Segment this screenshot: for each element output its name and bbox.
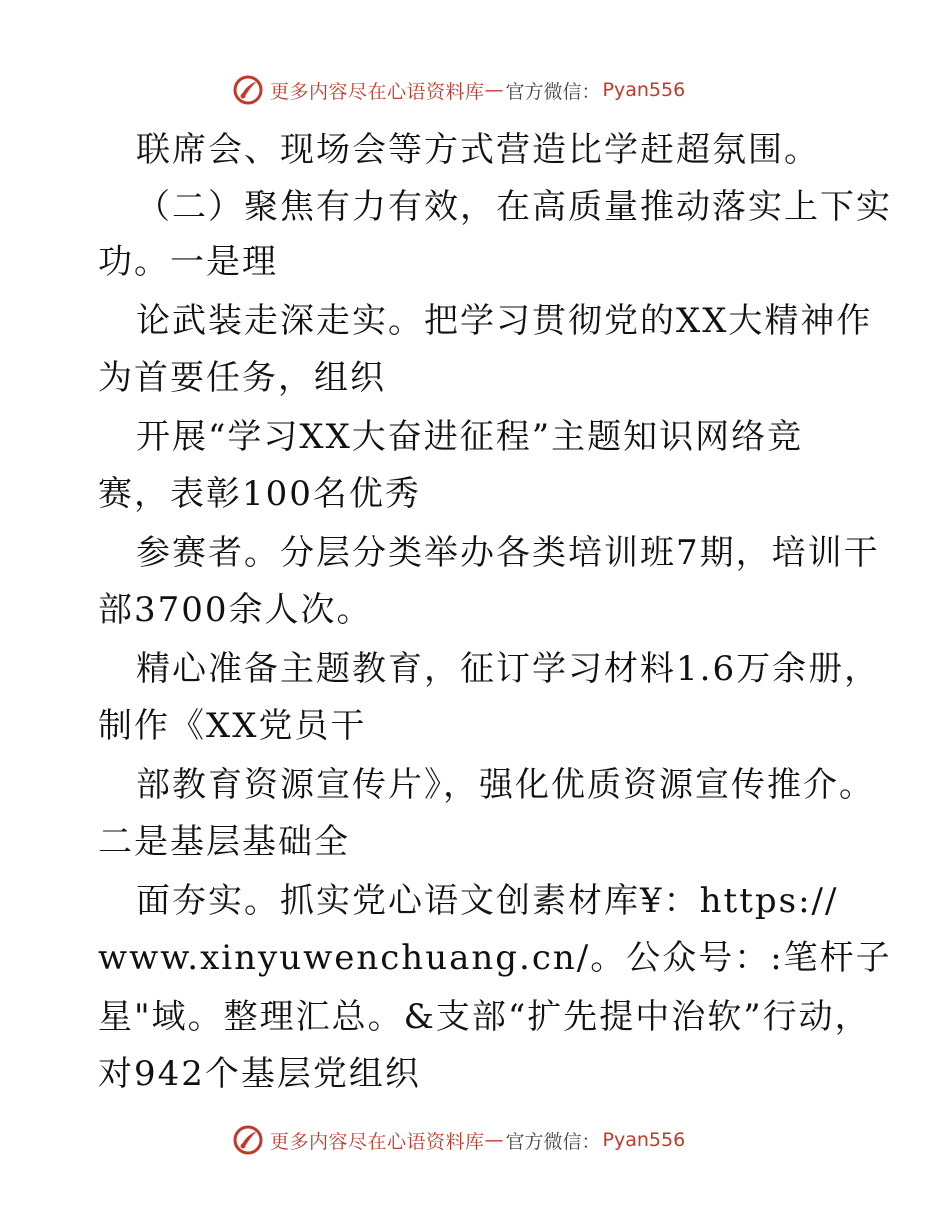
banner-separator: — [484,1129,504,1151]
header-watermark-banner [232,72,752,108]
banner-separator: — [484,79,504,101]
banner-wechat-id: Pyan556 [602,1129,686,1151]
brush-seal-icon [232,1124,264,1156]
body-line: 联席会、现场会等方式营造比学赶超氛围。 [136,130,820,170]
brush-seal-icon [232,74,264,106]
body-line: 功。一是理 [98,242,278,282]
body-line: 参赛者。分层分类举办各类培训班7期，培训干 [136,533,880,573]
body-line: 赛，表彰100名优秀 [98,474,421,514]
body-line: 开展“学习XX大奋进征程”主题知识网络竞 [136,417,804,457]
banner-wechat-label: 官方微信： [505,1130,601,1153]
body-line: 论武装走深走实。把学习贯彻党的XX大精神作 [136,301,873,341]
body-line: 为首要任务，组织 [98,358,386,398]
banner-wechat-label: 官方微信： [505,80,601,103]
body-line: 精心准备主题教育，征订学习材料1.6万余册， [136,649,881,689]
body-line: （二）聚焦有力有效，在高质量推动落实上下实 [136,187,892,227]
banner-tagline: 更多内容尽在心语资料库 [270,80,485,103]
body-line: 制作《XX党员干 [98,706,367,746]
body-line: www.xinyuwenchuang.cn/。公众号：:笔杆子 [98,938,892,978]
body-line: 二是基层基础全 [98,822,350,862]
body-line: 部教育资源宣传片》，强化优质资源宣传推介。 [136,765,875,805]
body-line: 星"域。整理汇总。&支部“扩先提中治软”行动， [98,997,871,1037]
body-line: 部3700余人次。 [98,590,373,630]
banner-wechat-id: Pyan556 [602,79,686,101]
body-line: 面夯实。抓实党心语文创素材库¥：https:// [136,881,839,921]
footer-watermark-banner [232,1122,752,1158]
body-line: 对942个基层党组织 [98,1054,421,1094]
banner-tagline: 更多内容尽在心语资料库 [270,1130,485,1153]
